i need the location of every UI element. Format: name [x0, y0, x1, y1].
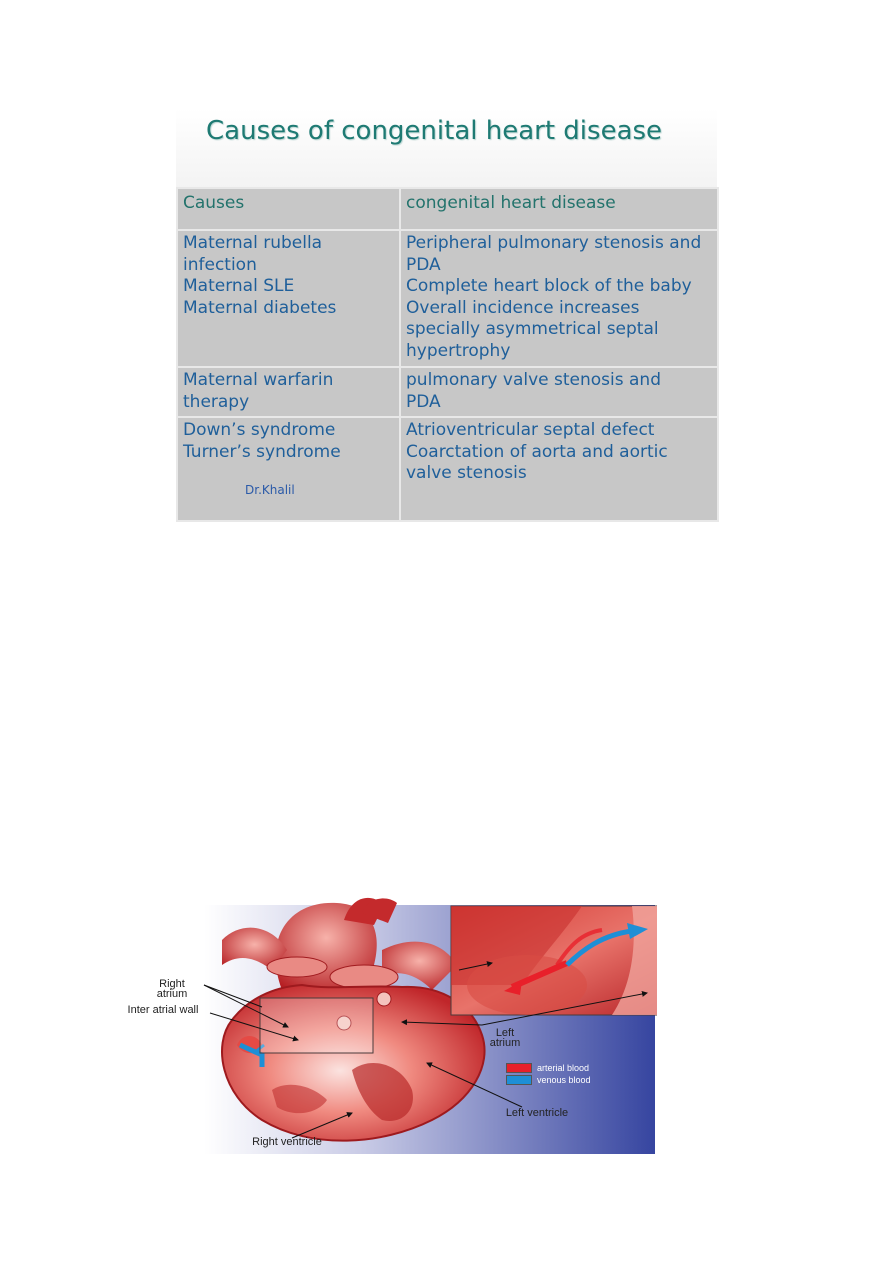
slide-title-band: [176, 108, 717, 188]
cause-text: Maternal diabetes: [183, 297, 337, 318]
table-row: [177, 230, 718, 367]
table-row: [177, 367, 718, 417]
legend-label-venous: venous blood: [537, 1075, 591, 1085]
disease-cell: [400, 230, 718, 367]
causes-table: [176, 187, 719, 522]
disease-text: Coarctation of aorta and aortic valve stenosis: [406, 441, 668, 484]
heart-illustration: [112, 895, 657, 1154]
cause-text: Maternal warfarin therapy: [183, 370, 334, 412]
disease-text: pulmonary valve stenosis and PDA: [406, 370, 661, 412]
disease-text: Atrioventricular septal defect: [406, 420, 655, 440]
signature: Dr.Khalil: [245, 483, 295, 498]
legend-item-arterial: [506, 1062, 589, 1074]
causes-cell: [177, 230, 400, 367]
disease-text: Overall incidence increases specially asymmetrical septal hypertrophy: [406, 297, 659, 361]
label-right-atrium: Right atrium: [156, 978, 188, 1000]
legend-item-venous: [506, 1074, 591, 1086]
causes-cell: [177, 367, 400, 417]
label-left-atrium: Left atrium: [489, 1027, 521, 1049]
cause-text: Maternal SLE: [183, 276, 295, 297]
causes-cell: [177, 417, 400, 521]
table-row: [177, 417, 718, 521]
table-header-row: [177, 188, 718, 230]
table-header-causes: Causes: [177, 188, 400, 230]
slide-title: Causes of congenital heart disease: [206, 116, 663, 146]
slide-congenital-causes: [176, 108, 717, 515]
cause-text: Maternal rubella infection: [183, 233, 323, 275]
disease-cell: [400, 417, 718, 521]
label-right-ventricle: Right ventricle: [252, 1136, 322, 1148]
disease-text: Complete heart block of the baby: [406, 276, 692, 297]
disease-text: Peripheral pulmonary stenosis and PDA: [406, 233, 702, 275]
heart-diagram: [112, 895, 657, 1154]
table-header-disease: congenital heart disease: [400, 188, 718, 230]
legend-label-arterial: arterial blood: [537, 1063, 590, 1073]
label-left-ventricle: Left ventricle: [505, 1107, 569, 1119]
cause-text: Turner’s syndrome: [183, 441, 341, 462]
legend-swatch-arterial: [506, 1063, 532, 1073]
legend-swatch-venous: [506, 1075, 532, 1085]
label-inter-atrial-wall: Inter atrial wall: [127, 1004, 199, 1016]
cause-text: Down’s syndrome: [183, 420, 336, 440]
disease-cell: [400, 367, 718, 417]
